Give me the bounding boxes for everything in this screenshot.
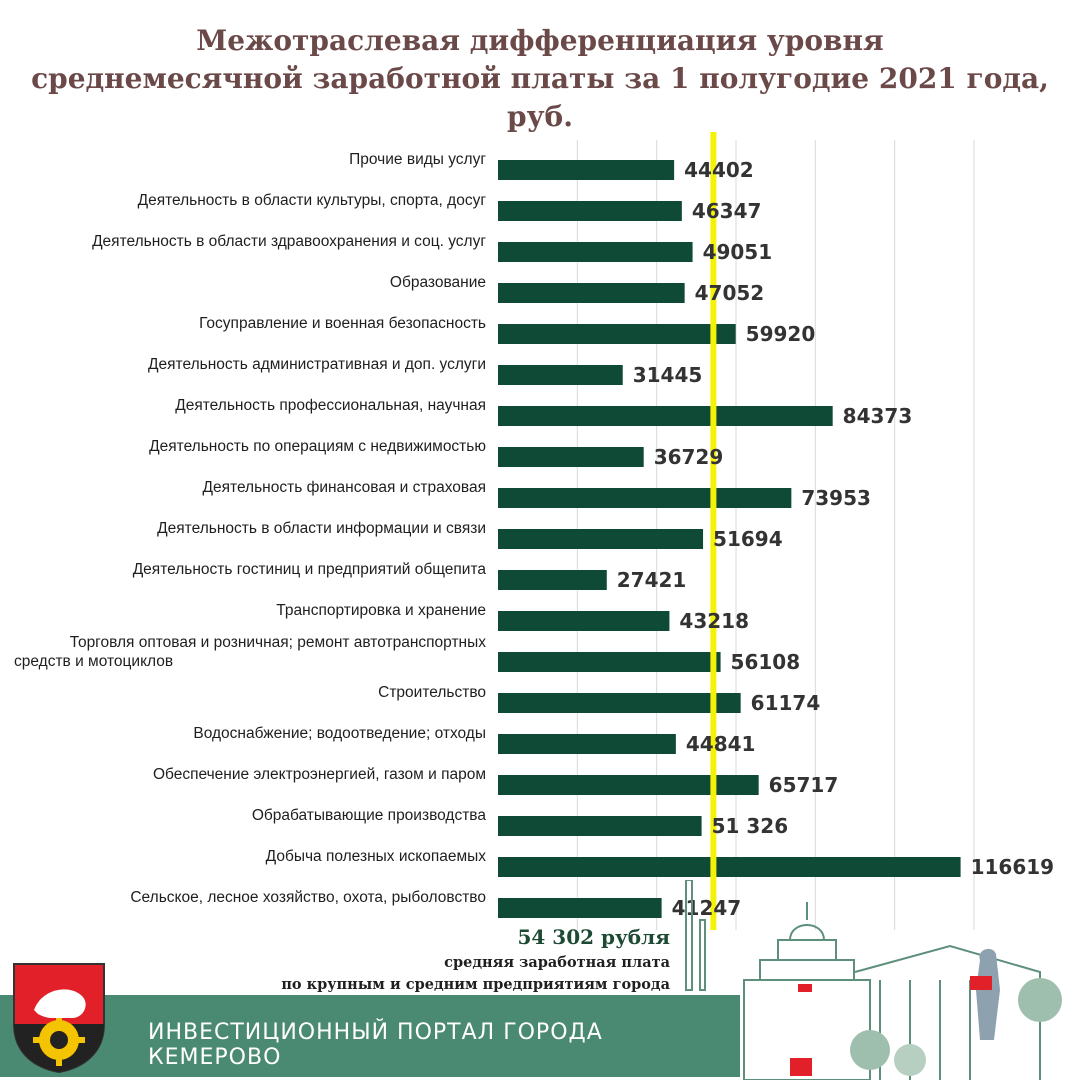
category-label-continued: средств и мотоциклов xyxy=(14,653,174,670)
bar-value-label: 51 326 xyxy=(711,814,789,838)
category-label: Обрабатывающие производства xyxy=(251,807,486,824)
bar xyxy=(498,365,623,385)
bar-value-label: 49051 xyxy=(702,240,773,264)
bar xyxy=(498,529,703,549)
city-buildings-illustration xyxy=(680,880,1080,1080)
category-label: Деятельность в области информации и связи xyxy=(157,520,486,537)
footer-portal-name: ИНВЕСТИЦИОННЫЙ ПОРТАЛ ГОРОДА КЕМЕРОВО xyxy=(148,1020,603,1070)
category-label: Водоснабжение; водоотведение; отходы xyxy=(193,725,486,742)
category-label: Строительство xyxy=(378,684,486,701)
bar-value-label: 73953 xyxy=(801,486,871,510)
bar-value-label: 43218 xyxy=(679,609,750,633)
bar-value-label: 65717 xyxy=(768,773,839,797)
kemerovo-coat-of-arms-icon xyxy=(12,962,106,1074)
bar xyxy=(498,447,644,467)
bar xyxy=(498,652,721,672)
category-label: Транспортировка и хранение xyxy=(276,602,486,619)
category-label: Деятельность в области культуры, спорта, досуг xyxy=(137,192,486,209)
category-label: Деятельность административная и доп. услуги xyxy=(148,356,486,373)
category-label: Добыча полезных ископаемых xyxy=(265,848,486,865)
bar xyxy=(498,898,662,918)
bar-value-label: 41247 xyxy=(671,896,742,920)
bar-value-label: 84373 xyxy=(842,404,913,428)
bar-value-label: 59920 xyxy=(745,322,816,346)
bar-value-label: 44841 xyxy=(685,732,756,756)
chart-title-line-1: Межотраслевая дифференциация уровня xyxy=(196,24,884,57)
bar-value-label: 36729 xyxy=(653,445,724,469)
bar xyxy=(498,242,693,262)
bar xyxy=(498,816,702,836)
bar-value-label: 56108 xyxy=(730,650,801,674)
bar xyxy=(498,775,759,795)
bar-value-label: 44402 xyxy=(684,158,754,182)
average-salary-caption-2: по крупным и средним предприятиям города xyxy=(281,976,670,993)
bar xyxy=(498,734,676,754)
bar-value-label: 31445 xyxy=(632,363,703,387)
bar xyxy=(498,160,674,180)
category-label: Госуправление и военная безопасность xyxy=(199,315,486,332)
bar xyxy=(498,570,607,590)
category-label: Деятельность финансовая и страховая xyxy=(202,479,486,496)
average-salary-value: 54 302 рубля xyxy=(517,925,670,949)
footer-banner[interactable] xyxy=(0,995,740,1077)
category-label: Прочие виды услуг xyxy=(349,151,486,168)
bar xyxy=(498,693,741,713)
bar-value-label: 51694 xyxy=(713,527,783,551)
average-salary-caption-1: средняя заработная плата xyxy=(444,954,670,971)
category-label: Сельское, лесное хозяйство, охота, рыболовство xyxy=(130,889,486,906)
category-label: Торговля оптовая и розничная; ремонт автотранспортных xyxy=(69,634,486,651)
average-salary-note xyxy=(281,922,670,996)
category-label: Обеспечение электроэнергией, газом и паром xyxy=(152,766,486,783)
bar xyxy=(498,324,736,344)
bar-value-label: 46347 xyxy=(691,199,762,223)
bar xyxy=(498,201,682,221)
bar-value-label: 61174 xyxy=(750,691,821,715)
bar xyxy=(498,488,791,508)
bar xyxy=(498,406,833,426)
category-label: Деятельность в области здравоохранения и соц. услуг xyxy=(92,233,486,250)
bar xyxy=(498,611,669,631)
chart-title-line-2: среднемесячной заработной платы за 1 полугодие 2021 года, руб. xyxy=(31,62,1049,133)
category-label: Деятельность гостиниц и предприятий общепита xyxy=(132,561,486,578)
bar-value-label: 47052 xyxy=(694,281,765,305)
category-label: Деятельность профессиональная, научная xyxy=(175,397,486,414)
bar xyxy=(498,283,685,303)
bar-value-label: 116619 xyxy=(970,855,1055,879)
bar-value-label: 27421 xyxy=(616,568,687,592)
bar xyxy=(498,857,961,877)
category-label: Образование xyxy=(389,274,486,291)
category-label: Деятельность по операциям с недвижимостью xyxy=(149,438,486,455)
